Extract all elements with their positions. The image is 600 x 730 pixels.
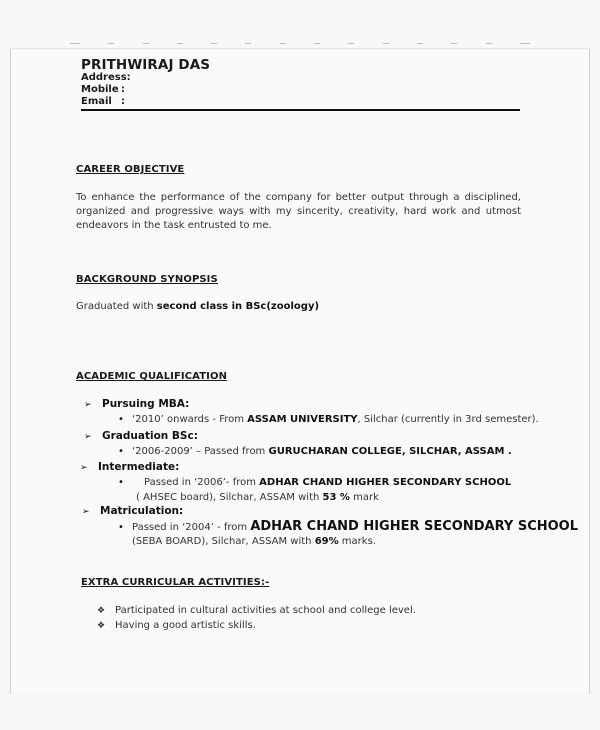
arrow-bullet-icon: ➢	[84, 432, 92, 442]
ruler-tick	[451, 43, 457, 44]
ruler-tick	[245, 43, 251, 44]
activity-item	[97, 620, 256, 631]
email-label: Email	[81, 96, 112, 107]
qualification-title: Matriculation:	[100, 505, 184, 517]
background-text	[76, 301, 319, 312]
ruler-tick	[348, 43, 354, 44]
extra-curricular-heading: EXTRA CURRICULAR ACTIVITIES:-	[81, 577, 270, 588]
bullet-icon: •	[118, 477, 124, 488]
qualification-title: Graduation BSc:	[102, 430, 198, 442]
background-prefix: Graduated with	[76, 301, 157, 312]
mobile-row	[81, 84, 125, 96]
arrow-bullet-icon: ➢	[82, 507, 90, 517]
ruler-tick	[520, 43, 530, 44]
qualification-detail-matriculation	[118, 519, 578, 534]
detail-text: Passed in ‘2004’ - from	[132, 522, 251, 533]
background-heading: BACKGROUND SYNOPSIS	[76, 274, 218, 285]
ruler-tick	[177, 43, 183, 44]
address-row	[81, 72, 131, 84]
bullet-icon: •	[118, 446, 124, 457]
qualification-detail-intermediate	[118, 477, 511, 488]
arrow-bullet-icon: ➢	[84, 400, 92, 410]
page-ruler	[70, 43, 530, 47]
ruler-tick	[143, 43, 149, 44]
qualification-detail-matriculation-2	[132, 536, 376, 547]
detail-text: ( AHSEC board), Silchar, ASSAM with	[136, 492, 323, 503]
ruler-tick	[70, 43, 80, 44]
qualification-title-mba	[84, 398, 189, 410]
ruler-tick	[383, 43, 389, 44]
qualification-title-matriculation	[82, 505, 183, 517]
detail-text: , Silchar (currently in 3rd semester).	[357, 414, 539, 425]
email-colon: :	[121, 96, 125, 107]
address-label: Address:	[81, 72, 131, 83]
arrow-bullet-icon: ➢	[80, 463, 88, 473]
ruler-tick	[486, 43, 492, 44]
institution-name: ADHAR CHAND HIGHER SECONDARY SCHOOL	[250, 519, 578, 534]
candidate-name: PRITHWIRAJ DAS	[81, 57, 211, 73]
qualification-detail-bsc	[118, 446, 512, 457]
bullet-icon: •	[118, 414, 124, 425]
qualification-detail-mba	[118, 414, 539, 425]
activity-item	[97, 605, 416, 616]
bullet-icon: •	[118, 522, 124, 533]
activity-text: Participated in cultural activities at school and college level.	[115, 605, 416, 616]
detail-text: mark	[349, 492, 379, 503]
qualification-detail-intermediate-2	[136, 492, 379, 503]
ruler-tick	[211, 43, 217, 44]
detail-text: marks.	[338, 536, 376, 547]
ruler-tick	[314, 43, 320, 44]
header-divider	[81, 109, 520, 111]
detail-text: ‘2006-2009’ – Passed from	[132, 446, 269, 457]
institution-name: GURUCHARAN COLLEGE, SILCHAR, ASSAM .	[268, 446, 512, 457]
resume-page	[10, 48, 590, 694]
detail-text: ‘2010’ onwards - From	[132, 414, 248, 425]
institution-name: ASSAM UNIVERSITY	[247, 414, 358, 425]
qualification-title: Pursuing MBA:	[102, 398, 190, 410]
email-row	[81, 96, 125, 108]
detail-text: (SEBA BOARD), Silchar, ASSAM with	[132, 536, 315, 547]
career-objective-heading: CAREER OBJECTIVE	[76, 164, 185, 175]
institution-name: ADHAR CHAND HIGHER SECONDARY SCHOOL	[259, 477, 512, 488]
score: 53 %	[322, 492, 350, 503]
detail-text: Passed in ‘2006’- from	[144, 477, 260, 488]
activity-text: Having a good artistic skills.	[115, 620, 256, 631]
background-degree: second class in BSc(zoology)	[156, 301, 320, 312]
mobile-colon: :	[121, 84, 125, 95]
academic-heading: ACADEMIC QUALIFICATION	[76, 371, 228, 382]
mobile-label: Mobile	[81, 84, 119, 95]
ruler-tick	[280, 43, 286, 44]
diamond-bullet-icon: ❖	[97, 621, 106, 631]
qualification-title: Intermediate:	[98, 461, 180, 473]
score: 69%	[314, 536, 339, 547]
diamond-bullet-icon: ❖	[97, 606, 106, 616]
ruler-tick	[108, 43, 114, 44]
qualification-title-bsc	[84, 430, 198, 442]
ruler-tick	[417, 43, 423, 44]
career-objective-text: To enhance the performance of the company for better output through a disciplined, organized and progressive ways with my sincerity, creativity, hard work and utmost endeavors in the task entrusted to me.	[76, 192, 521, 231]
qualification-title-intermediate	[80, 461, 179, 473]
